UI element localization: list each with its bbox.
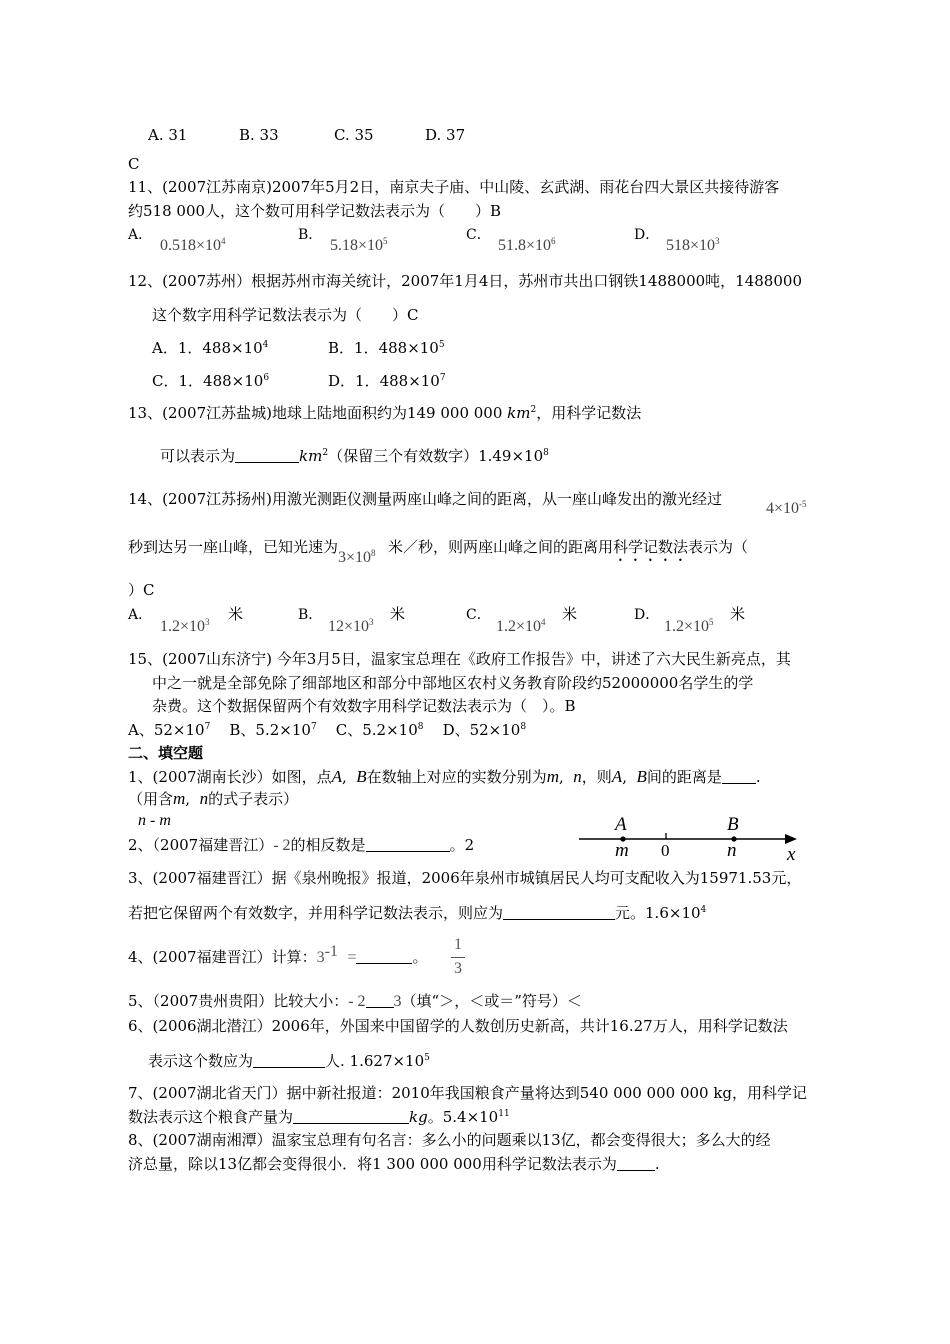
q11-option-d-value: $518\times 10^3$ <box>666 236 720 254</box>
f1-blank <box>722 769 756 784</box>
axis-arrow <box>785 834 797 844</box>
f4-line: 4、(2007福建晋江）计算：$3^{-1}$ = 。 <box>128 943 428 966</box>
q15-line1: 15、(2007山东济宁) 今年3月5日，温家宝总理在《政府工作报告》中，讲述了六大民生新亮点，其 <box>128 650 791 668</box>
q13-line2: 可以表示为 $km^2$（保留三个有效数字）$1.49\times 10^8$ <box>160 447 549 465</box>
f5-line: 5、（2007贵州贵阳）比较大小：- 2 3（填“＞，＜或＝”符号）＜ <box>128 992 582 1010</box>
f4-answer-numerator: 1 <box>454 936 462 953</box>
f8-blank <box>617 1156 655 1171</box>
q14-expr2: $3\times 10^8$ <box>338 548 376 566</box>
q10-option-b: B. 33 <box>239 126 279 144</box>
q14-option-b-unit: 米 <box>390 605 406 623</box>
q14-emphasis: 科学记数法 <box>613 538 689 556</box>
q13-blank <box>235 448 299 463</box>
label-m: m <box>615 840 629 861</box>
f7-blank <box>293 1109 409 1124</box>
q14-option-a-label: A． <box>128 607 153 623</box>
q10-option-c: C. 35 <box>334 126 374 144</box>
q14-option-b-value: $12\times 10^3$ <box>328 617 374 635</box>
q12-option-d: D．1．$488\times 10^7$ <box>328 372 446 390</box>
q14-option-a-unit: 米 <box>228 605 244 623</box>
q11-option-c-value: $51.8\times 10^6$ <box>498 236 556 254</box>
f4-blank <box>356 949 412 964</box>
f6-blank <box>253 1053 325 1068</box>
q13-line1: 13、(2007江苏盐城)地球上陆地面积约为149 000 000 $km^2$，用科学记数法 <box>128 404 642 422</box>
q12-line1: 12、(2007苏州）根据苏州市海关统计，2007年1月4日，苏州市共出口钢铁1488000吨，1488000 <box>128 272 802 290</box>
f2-blank <box>366 837 450 852</box>
q12-option-c: C．1．$488\times 10^6$ <box>152 372 270 390</box>
q14-expr1: $4\times 10^{-5}$ <box>766 499 807 517</box>
q14-option-c-label: C． <box>466 607 491 623</box>
q14-line2: 秒到达另一座山峰，已知光速为$3\times 10^8$ 米／秒，则两座山峰之间的距离用科学记数法表示为（ <box>128 538 749 566</box>
q15-line2: 中之一就是全部免除了细部地区和部分中部地区农村义务教育阶段约52000000名学生的学 <box>152 674 754 692</box>
q11-option-b-label: B． <box>298 227 323 243</box>
f7-line2: 数法表示这个粮食产量为 kg。$5.4\times 10^{11}$ <box>128 1108 510 1126</box>
q10-option-d: D. 37 <box>425 126 466 144</box>
q14-option-c-value: $1.2\times 10^4$ <box>496 617 546 635</box>
q12-option-a: A．1．$488\times 10^4$ <box>152 339 269 357</box>
f4-fraction-bar <box>451 957 465 958</box>
f6-line2: 表示这个数应为 人. $1.627\times 10^5$ <box>148 1052 430 1070</box>
label-n: n <box>727 840 737 861</box>
f8-line2: 济总量，除以13亿都会变得很小．将1 300 000 000用科学记数法表示为 . <box>128 1155 660 1173</box>
q11-option-b-value: $5.18\times 10^5$ <box>330 236 388 254</box>
q11-option-a-value: $0.518\times 10^4$ <box>160 236 226 254</box>
q12-option-b: B．1．$488\times 10^5$ <box>328 339 445 357</box>
q11-line2: 约518 000人，这个数可用科学记数法表示为（ ）B <box>128 202 502 220</box>
q14-option-d-value: $1.2\times 10^5$ <box>664 617 714 635</box>
f1-line2: （用含m, n的式子表示） <box>128 789 299 808</box>
q14-option-a-value: $1.2\times 10^3$ <box>160 617 210 635</box>
label-x: x <box>787 844 796 865</box>
q11-option-d-label: D． <box>634 227 660 243</box>
f1-line1: 1、(2007湖南长沙）如图，点A, B在数轴上对应的实数分别为m, n，则A, B间的距离是 . <box>128 767 761 786</box>
f1-answer: n - m <box>138 812 171 829</box>
label-zero: 0 <box>661 841 670 860</box>
q14-option-b-label: B． <box>298 607 323 623</box>
q14-option-d-label: D． <box>634 607 660 623</box>
label-a: A <box>615 814 627 835</box>
q14-line3: ）C <box>128 581 155 599</box>
q14-option-c-unit: 米 <box>562 605 578 623</box>
f3-blank <box>503 905 615 920</box>
q11-option-a-label: A． <box>128 227 153 243</box>
q11-line1: 11、(2007江苏南京)2007年5月2日，南京夫子庙、中山陵、玄武湖、雨花台四大景区共接待游客 <box>128 178 780 196</box>
f4-answer-denominator: 3 <box>454 960 462 977</box>
f3-line2: 若把它保留两个有效数字，并用科学记数法表示，则应为 元。$1.6\times 10^4$ <box>128 904 707 922</box>
q10-option-a: A. 31 <box>148 126 188 144</box>
f2-line: 2、（2007福建晋江）- 2的相反数是 。2 <box>128 836 475 854</box>
q10-answer: C <box>128 155 140 173</box>
f5-blank <box>366 993 394 1008</box>
q14-line1: 14、(2007江苏扬州)用激光测距仪测量两座山峰之间的距离，从一座山峰发出的激光经过 <box>128 490 722 508</box>
f6-line1: 6、(2006湖北潜江）2006年，外国来中国留学的人数创历史新高，共计16.27万人，用科学记数法 <box>128 1017 788 1035</box>
f8-line1: 8、(2007湖南湘潭）温家宝总理有句名言：多么小的问题乘以13亿，都会变得很大；多么大的经 <box>128 1131 771 1149</box>
q15-line3: 杂费。这个数据保留两个有效数字用科学记数法表示为（ ）。B <box>152 697 576 715</box>
section-heading: 二、填空题 <box>128 744 204 762</box>
q15-options: A、$52\times 10^7$ B、$5.2\times 10^7$ C、$5.2\times 10^8$ D、$52\times 10^8$ <box>128 721 527 739</box>
f3-line1: 3、(2007福建晋江）据《泉州晚报》报道，2006年泉州市城镇居民人均可支配收入为15971.53元， <box>128 869 802 887</box>
number-line <box>575 810 805 866</box>
q11-option-c-label: C． <box>466 227 491 243</box>
label-b: B <box>727 814 739 835</box>
f7-line1: 7、(2007湖北省天门）据中新社报道：2010年我国粮食产量将达到540 000 000 000 kg，用科学记 <box>128 1084 808 1102</box>
q14-option-d-unit: 米 <box>730 605 746 623</box>
q12-line2: 这个数字用科学记数法表示为（ ）C <box>152 306 419 324</box>
